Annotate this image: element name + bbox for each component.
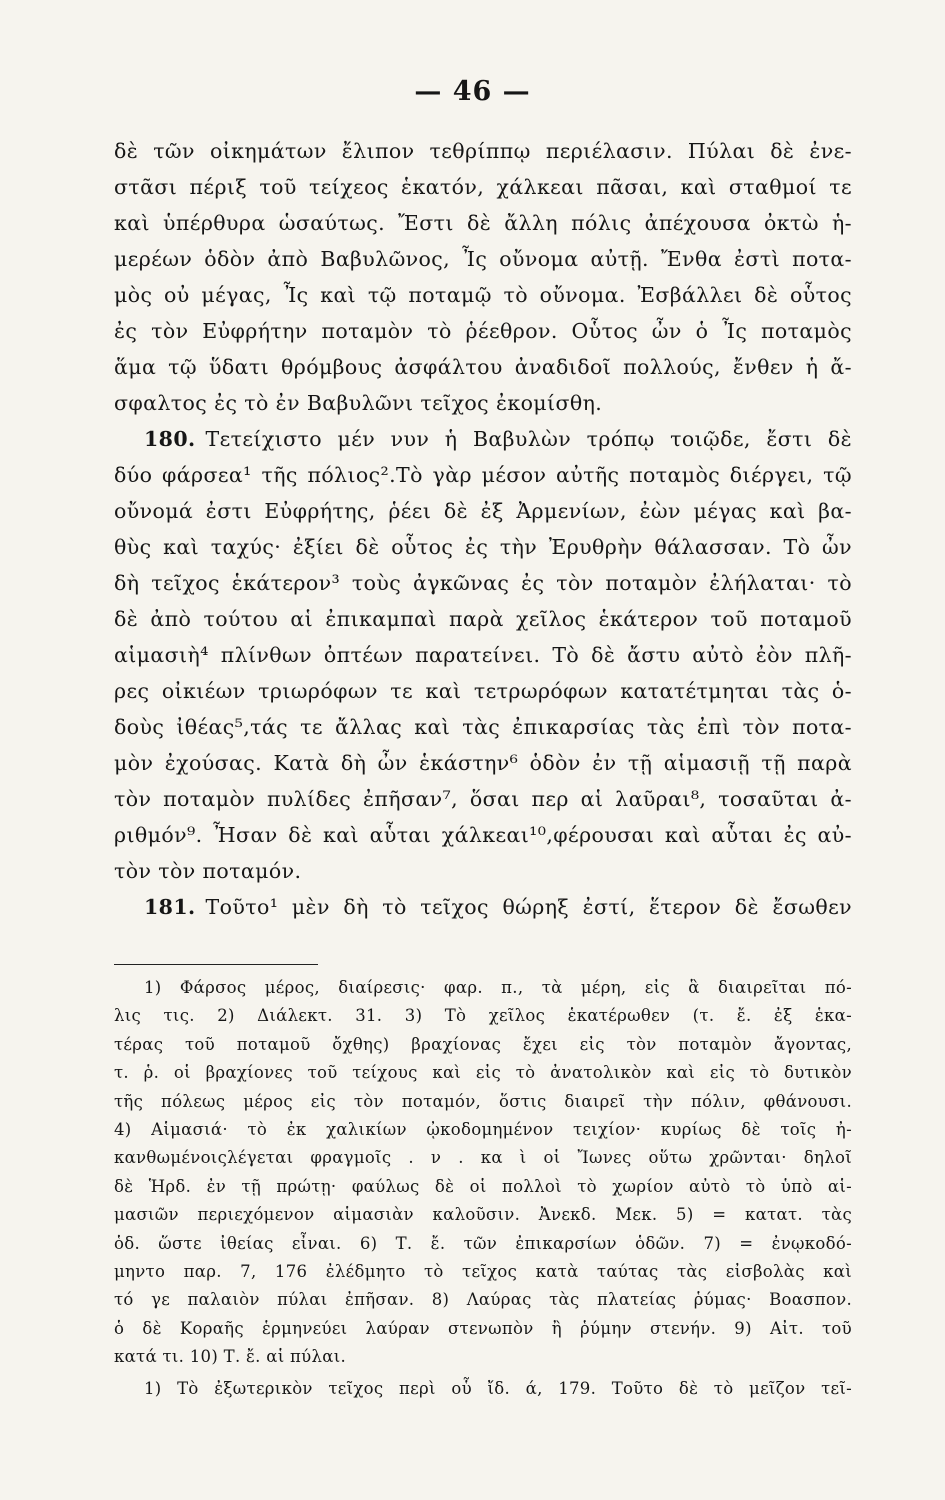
footnote-line: κανθωμένοιςλέγεται φραγμοῖς . ν . κα ὶ οἱ Ἴωνες οὕτω χρῶνται· δηλοῖ — [114, 1148, 852, 1168]
text-line: σφαλτος ἐς τὸ ἐν Βαβυλῶνι τεῖχος ἐκομίσθη. — [114, 391, 603, 415]
text-line: δύο φάρσεα¹ τῆς πόλιος².Τὸ γὰρ μέσον αὐτῆς ποταμὸς διέργει, τῷ — [114, 463, 852, 487]
text-line: ἅμα τῷ ὕδατι θρόμβους ἀσφάλτου ἀναδιδοῖ πολλούς, ἔνθεν ἡ ἄ- — [114, 355, 852, 379]
text-line: καὶ ὑπέρθυρα ὡσαύτως. Ἔστι δὲ ἄλλη πόλις ἀπέχουσα ὀκτὼ ἡ- — [114, 211, 852, 235]
footnote-line: τέρας τοῦ ποταμοῦ ὄχθης) βραχίονας ἔχει εἰς τὸν ποταμὸν ἄγοντας, — [114, 1034, 852, 1054]
section-number-181: 181. — [144, 895, 196, 919]
text-line: δὲ ἀπὸ τούτου αἱ ἐπικαμπαὶ παρὰ χεῖλος ἑκάτερον τοῦ ποταμοῦ — [114, 607, 852, 631]
text-line: αἱμασιὴ⁴ πλίνθων ὀπτέων παρατείνει. Τὸ δὲ ἄστυ αὐτὸ ἐὸν πλῆ- — [114, 643, 852, 667]
paragraph-181-first-line — [114, 889, 852, 925]
footnote-line: 4) Αἱμασιά· τὸ ἐκ χαλικίων ᾠκοδομημένον τειχίον· κυρίως δὲ τοῖς ἠ- — [114, 1119, 852, 1139]
text-line: δὴ τεῖχος ἑκάτερον³ τοὺς ἀγκῶνας ἐς τὸν ποταμὸν ἐλήλαται· τὸ — [114, 571, 852, 595]
footnote-line: λις τις. 2) Διάλεκτ. 31. 3) Τὸ χεῖλος ἑκατέρωθεν (τ. ἔ. ἐξ ἑκα- — [114, 1006, 852, 1026]
text-line: στᾶσι πέριξ τοῦ τείχεος ἑκατόν, χάλκεαι πᾶσαι, καὶ σταθμοί τε — [114, 175, 852, 199]
footnote-line: ὁδ. ὥστε ἰθείας εἶναι. 6) Τ. ἔ. τῶν ἐπικαρσίων ὁδῶν. 7) = ἐνῳκοδό- — [114, 1233, 852, 1253]
text-line: ρες οἰκιέων τριωρόφων τε καὶ τετρωρόφων κατατέτμηται τὰς ὁ- — [114, 679, 852, 703]
paragraph-180-first-line — [114, 421, 852, 457]
footnote-line: μασιῶν περιεχόμενον αἱμασιὰν καλοῦσιν. Ἀνεκδ. Μεκ. 5) = κατατ. τὰς — [114, 1205, 852, 1225]
footnote-line: μηντο παρ. 7, 176 ἐλέδμητο τὸ τεῖχος κατὰ ταύτας τὰς εἰσβολὰς καὶ — [114, 1261, 852, 1281]
footnotes — [114, 974, 852, 1404]
text-line: δὲ τῶν οἰκημάτων ἔλιπον τεθρίππῳ περιέλασιν. Πύλαι δὲ ἐνε- — [114, 139, 852, 163]
text-line: μὸν ἐχούσας. Κατὰ δὴ ὦν ἑκάστην⁶ ὁδὸν ἐν τῇ αἱμασιῇ τῇ παρὰ — [114, 751, 852, 775]
text-line: θὺς καὶ ταχύς· ἐξίει δὲ οὗτος ἐς τὴν Ἐρυθρὴν θάλασσαν. Τὸ ὦν — [114, 535, 852, 559]
text-line: Τετείχιστο μέν νυν ἡ Βαβυλὼν τρόπῳ τοιῷδε, ἔστι δὲ — [205, 427, 852, 451]
text-line: δοὺς ἰθέας⁵,τάς τε ἄλλας καὶ τὰς ἐπικαρσίας τὰς ἐπὶ τὸν ποτα- — [114, 715, 852, 739]
text-line: τὸν τὸν ποταμόν. — [114, 859, 302, 883]
text-line: μὸς οὐ μέγας, Ἶς καὶ τῷ ποταμῷ τὸ οὔνομα. Ἐσβάλλει δὲ οὗτος — [114, 283, 852, 307]
text-line: ἐς τὸν Εὐφρήτην ποταμὸν τὸ ῥέεθρον. Οὗτος ὦν ὁ Ἶς ποταμὸς — [114, 319, 852, 343]
page-number: — 46 — — [414, 76, 531, 107]
text-line: οὔνομά ἐστι Εὐφρήτης, ῥέει δὲ ἐξ Ἀρμενίων, ἐὼν μέγας καὶ βα- — [114, 499, 852, 523]
footnote-line: ὁ δὲ Κοραῆς ἑρμηνεύει λαύραν στενωπὸν ἢ ῥύμην στενήν. 9) Αἰτ. τοῦ — [114, 1318, 852, 1338]
footnote-line: τό γε παλαιὸν πύλαι ἐπῆσαν. 8) Λαύρας τὰς πλατείας ῥύμας· Βοασπον. — [114, 1290, 852, 1310]
text-line: ριθμόν⁹. Ἦσαν δὲ καὶ αὗται χάλκεαι¹⁰,φέρουσαι καὶ αὗται ἐς αὐ- — [114, 823, 852, 847]
main-text — [114, 133, 852, 925]
text-line: τὸν ποταμὸν πυλίδες ἐπῆσαν⁷, ὅσαι περ αἱ λαῦραι⁸, τοσαῦται ἀ- — [114, 787, 852, 811]
text-line: Τοῦτο¹ μὲν δὴ τὸ τεῖχος θώρηξ ἐστί, ἕτερον δὲ ἔσωθεν — [205, 895, 852, 919]
footnote-line: δὲ Ἡρδ. ἐν τῇ πρώτῃ· φαύλως δὲ οἱ πολλοὶ τὸ χωρίον αὐτὸ τὸ ὑπὸ αἱ- — [114, 1176, 852, 1196]
text-line: μερέων ὁδὸν ἀπὸ Βαβυλῶνος, Ἶς οὔνομα αὐτῇ. Ἔνθα ἐστὶ ποτα- — [114, 247, 852, 271]
footnote-line: 1) Τὸ ἐξωτερικὸν τεῖχος περὶ οὗ ἴδ. ά, 179. Τοῦτο δὲ τὸ μεῖζον τεῖ- — [144, 1379, 852, 1399]
footnote-line: 1) Φάρσος μέρος, διαίρεσις· φαρ. π., τὰ μέρη, εἰς ἃ διαιρεῖται πό- — [144, 978, 852, 997]
footnote-line: τῆς πόλεως μέρος εἰς τὸν ποταμόν, ὅστις διαιρεῖ τὴν πόλιν, φθάνουσι. — [114, 1091, 852, 1111]
footnote-divider — [114, 964, 318, 965]
footnote-line: κατά τι. 10) Τ. ἔ. αἱ πύλαι. — [114, 1347, 347, 1367]
footnote-line: τ. ῥ. οἱ βραχίονες τοῦ τείχους καὶ εἰς τὸ ἀνατολικὸν καὶ εἰς τὸ δυτικὸν — [114, 1063, 852, 1083]
section-number-180: 180. — [144, 427, 196, 451]
